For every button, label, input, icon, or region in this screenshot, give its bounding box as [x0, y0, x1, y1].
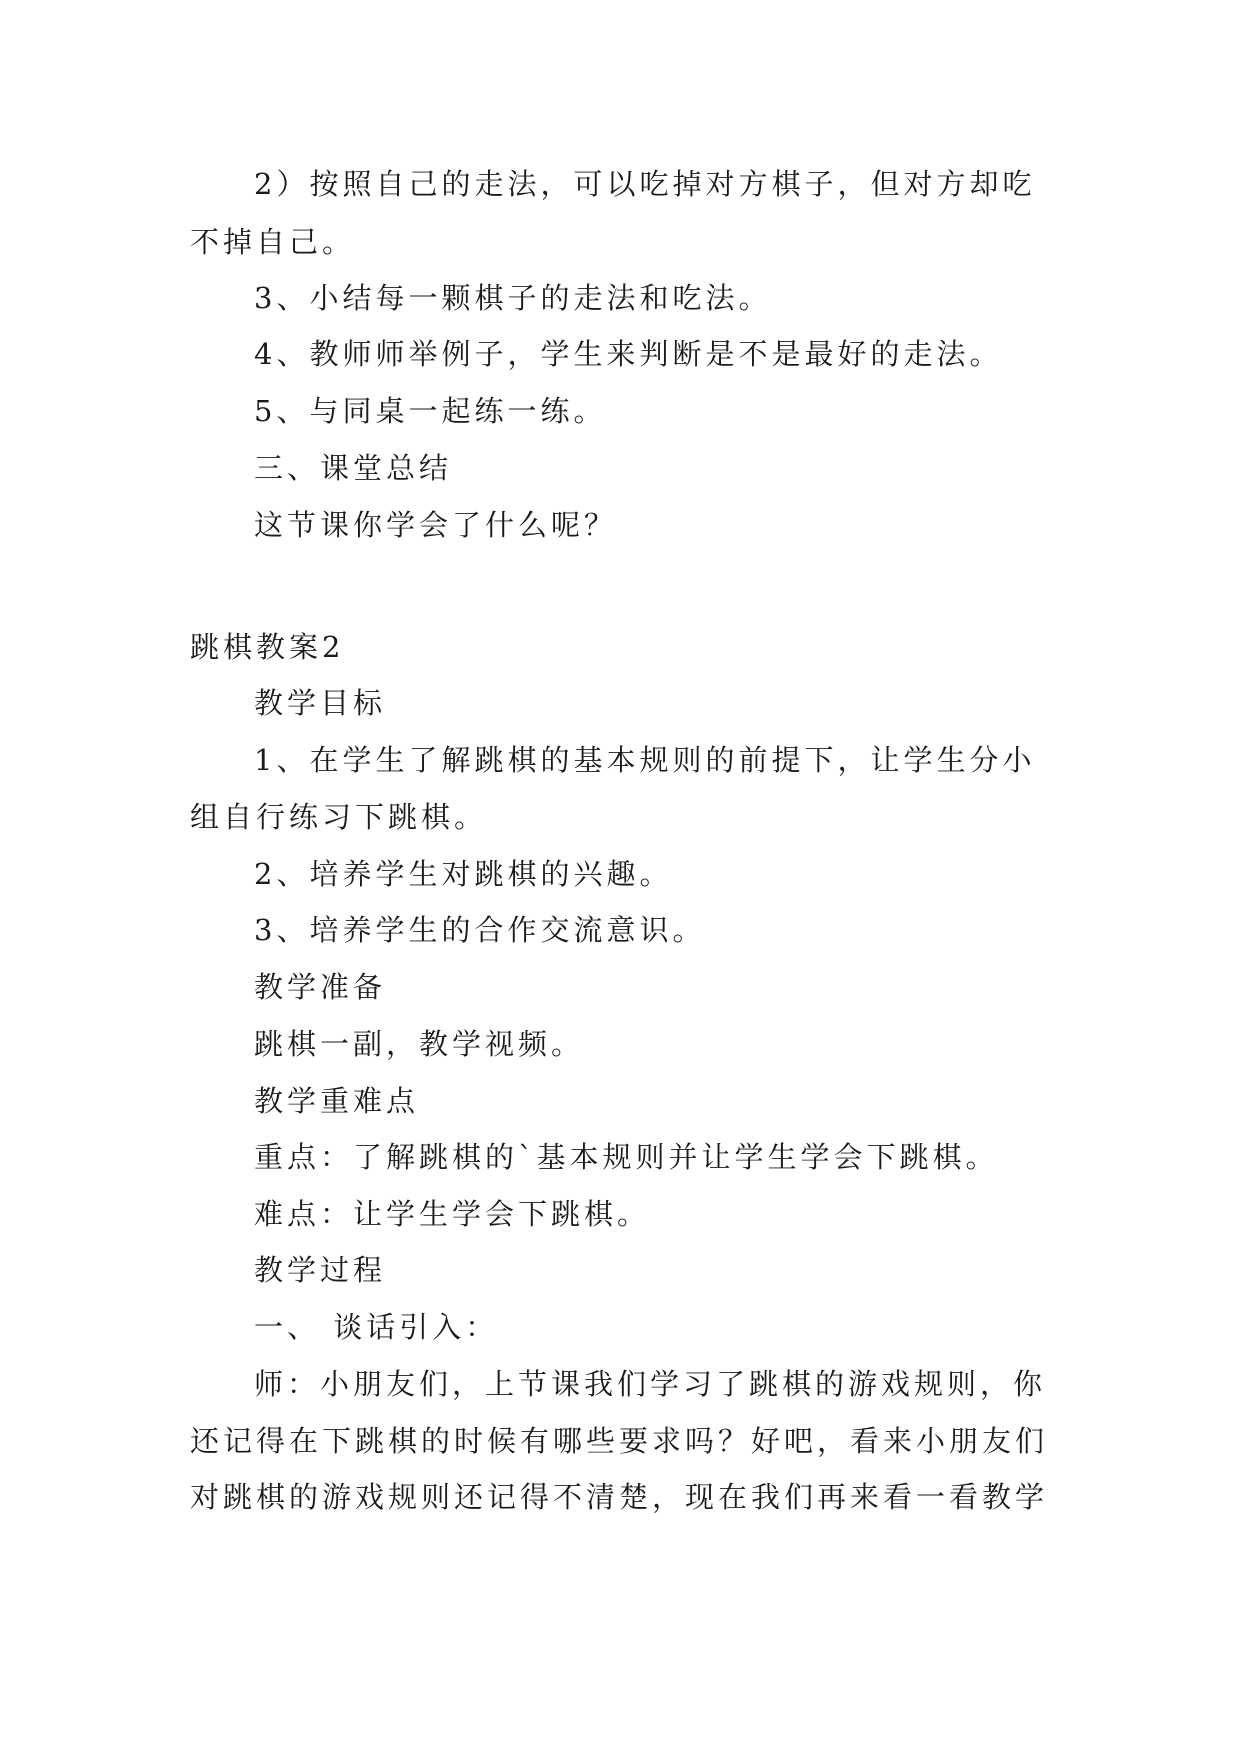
text-line: 4、教师师举例子，学生来判断是不是最好的走法。	[254, 337, 1003, 371]
text-line: 1、在学生了解跳棋的基本规则的前提下，让学生分小	[254, 743, 1036, 777]
text-line: 组自行练习下跳棋。	[190, 800, 488, 834]
text-line: 难点：让学生学会下跳棋。	[254, 1197, 651, 1231]
section-heading: 教学重难点	[254, 1084, 420, 1118]
document-title: 跳棋教案2	[190, 630, 345, 664]
text-line: 5、与同桌一起练一练。	[254, 394, 607, 428]
text-line: 重点：了解跳棋的`基本规则并让学生学会下跳棋。	[254, 1140, 999, 1174]
section-heading: 一、 谈话引入：	[254, 1310, 499, 1344]
text-line: 这节课你学会了什么呢？	[254, 508, 618, 542]
text-line: 师：小朋友们，上节课我们学习了跳棋的游戏规则，你	[254, 1367, 1047, 1401]
text-line: 还记得在下跳棋的时候有哪些要求吗？好吧，看来小朋友们	[190, 1424, 1049, 1458]
text-line: 跳棋一副，教学视频。	[254, 1027, 585, 1061]
text-line: 3、培养学生的合作交流意识。	[254, 913, 706, 947]
text-line: 3、小结每一颗棋子的走法和吃法。	[254, 281, 772, 315]
section-heading: 教学过程	[254, 1253, 387, 1287]
section-heading: 教学准备	[254, 970, 387, 1004]
text-line: 对跳棋的游戏规则还记得不清楚，现在我们再来看一看教学	[190, 1480, 1049, 1514]
section-heading: 三、课堂总结	[254, 451, 453, 485]
text-line: 不掉自己。	[190, 225, 356, 259]
text-line: 2、培养学生对跳棋的兴趣。	[254, 857, 673, 891]
section-heading: 教学目标	[254, 686, 387, 720]
text-line: 2）按照自己的走法，可以吃掉对方棋子，但对方却吃	[254, 167, 1036, 201]
